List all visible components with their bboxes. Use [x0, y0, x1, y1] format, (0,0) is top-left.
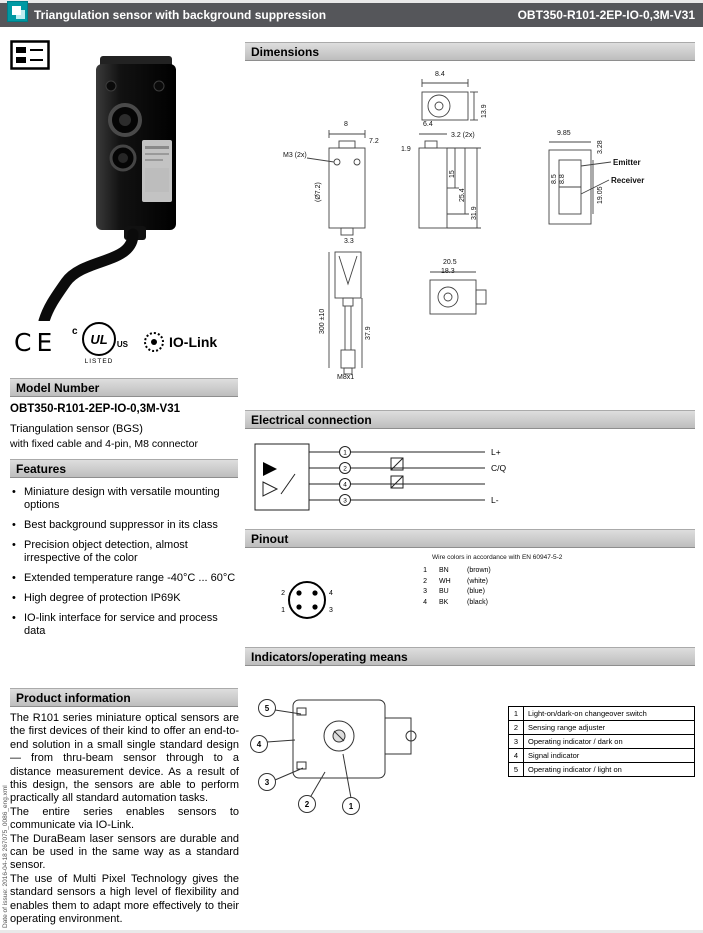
pin-cell: 1: [423, 567, 427, 574]
dim-label: 1.9: [401, 146, 411, 153]
pin-cell: 3: [423, 588, 427, 595]
product-photo-image: [28, 56, 223, 321]
dim-label: 20.5: [443, 259, 457, 266]
feature-text: High degree of protection IP69K: [24, 592, 181, 604]
model-description: with fixed cable and 4-pin, M8 connector: [10, 438, 198, 450]
pin-cell: 2: [423, 577, 427, 585]
ul-logo-icon: [82, 322, 116, 356]
dim-label: (Ø7.2): [315, 182, 322, 202]
indicator-label: Sensing range adjuster: [528, 722, 606, 732]
product-information-text: [10, 712, 239, 927]
pin-number: 4: [329, 590, 333, 597]
feature-item: [10, 612, 238, 638]
dim-label: 15: [449, 170, 456, 178]
indicator-label: Light-on/dark-on changeover switch: [528, 708, 647, 718]
dim-label: 37.9: [365, 326, 372, 340]
feature-item: [10, 539, 238, 565]
dim-label: 6.4: [423, 121, 433, 128]
product-info-paragraph: The entire series enables sensors to communicate via IO-Link.: [10, 805, 239, 832]
page-title: Triangulation sensor with background suppression: [34, 8, 327, 22]
code-cell: BU: [439, 588, 449, 595]
dim-label: 3.2 (2x): [451, 132, 475, 139]
pin-number: 3: [329, 607, 333, 614]
dim-label: 7.2: [369, 138, 379, 145]
color-cell: (white): [467, 577, 489, 585]
callout-number: 3: [264, 778, 270, 787]
wire-number: 1: [343, 449, 347, 457]
features-list: [10, 486, 238, 645]
product-info-paragraph: The DuraBeam laser sensors are durable and can be used in the same way as a standard sensor.: [10, 832, 239, 872]
dim-label: 8.4: [435, 71, 445, 78]
indicator-row: [508, 706, 695, 721]
section-header-indicators: Indicators/operating means: [245, 647, 695, 666]
indicators-drawing: [245, 668, 500, 830]
section-header-electrical-connection: Electrical connection: [245, 410, 695, 429]
dim-label: M8x1: [337, 374, 355, 381]
section-header-dimensions: Dimensions: [245, 42, 695, 61]
dim-label: 3.28: [597, 140, 604, 154]
pin-number: 1: [281, 607, 285, 614]
color-cell: (black): [467, 598, 489, 606]
model-type: Triangulation sensor (BGS): [10, 423, 143, 435]
indicators-area: [245, 668, 695, 838]
dim-label: 300 ±10: [319, 308, 326, 334]
feature-text: Extended temperature range -40°C ... 60°C: [24, 572, 236, 584]
pinout-table: [415, 566, 565, 608]
pinout-area: [245, 550, 695, 642]
feature-text: Miniature design with versatile mounting options: [24, 486, 220, 511]
dim-label: 9.85: [557, 130, 571, 137]
pin-cell: 4: [423, 598, 427, 606]
feature-text: Best background suppressor in its class: [24, 519, 218, 531]
wire-color-note: Wire colors in accordance with EN 60947-5-2: [432, 554, 563, 561]
part-number: OBT350-R101-2EP-IO-0,3M-V31: [517, 8, 695, 22]
connector-face-diagram: [245, 550, 375, 642]
indicator-number: 3: [509, 735, 524, 748]
terminal-label: L-: [491, 495, 499, 505]
pinout-row: [415, 577, 565, 588]
header-bar: [0, 3, 703, 27]
dim-label: 3.3: [344, 238, 354, 245]
io-link-icon: [144, 332, 164, 352]
model-number-value: OBT350-R101-2EP-IO-0,3M-V31: [10, 403, 181, 415]
dim-label: 8: [344, 121, 348, 128]
wire-number: 3: [343, 497, 347, 505]
code-cell: WH: [439, 577, 451, 585]
dim-label: 19.05: [597, 186, 604, 204]
product-photo: [28, 56, 223, 326]
io-link-mark: [144, 332, 217, 352]
receiver-label: Receiver: [611, 176, 645, 185]
section-header-product-information: Product information: [10, 688, 238, 707]
wire-number: 4: [343, 481, 347, 489]
code-cell: BK: [439, 598, 449, 606]
terminal-label: C/Q: [491, 463, 507, 473]
pinout-row: [415, 587, 565, 598]
section-header-model-number: Model Number: [10, 378, 238, 397]
io-link-label: IO-Link: [169, 334, 218, 350]
callout-number: 2: [304, 800, 310, 809]
indicator-row: [508, 762, 695, 777]
emitter-label: Emitter: [613, 158, 641, 167]
dim-label: 18.3: [441, 268, 455, 275]
callout-number: 1: [348, 802, 354, 811]
dim-label: 31.9: [471, 206, 478, 220]
indicator-number: 4: [509, 749, 524, 762]
wire-number: 2: [343, 465, 347, 473]
feature-item: [10, 592, 238, 605]
ul-us-label: US: [116, 340, 128, 349]
callout-number: 4: [256, 740, 262, 749]
pinout-row: [415, 566, 565, 577]
electrical-diagram-area: [245, 432, 695, 528]
feature-text: Precision object detection, almost irrespective of the color: [24, 539, 188, 564]
terminal-label: L+: [491, 447, 501, 457]
ul-c-label: c: [72, 326, 78, 337]
dim-label: 8.8: [559, 174, 566, 184]
dim-label: 8.5: [551, 174, 558, 184]
indicator-row: [508, 748, 695, 763]
dim-label: 13.9: [481, 104, 488, 118]
indicator-number: 5: [509, 763, 524, 776]
ul-letters: UL: [90, 331, 108, 347]
certifications-row: [12, 322, 238, 366]
code-cell: BN: [439, 567, 449, 574]
brand-logo-icon: [7, 1, 28, 22]
color-cell: (brown): [467, 567, 491, 574]
product-info-paragraph: The use of Multi Pixel Technology gives the standard sensors a high level of flexibility and enables them to adapt more effectively to their operating environment.: [10, 872, 239, 926]
dim-label: 25.4: [459, 188, 466, 202]
indicator-label: Signal indicator: [528, 750, 580, 760]
indicator-number: 1: [509, 707, 524, 720]
color-cell: (blue): [467, 588, 485, 595]
ce-mark: CE: [14, 328, 58, 357]
section-header-pinout: Pinout: [245, 529, 695, 548]
electrical-connection-diagram: [245, 432, 695, 528]
ul-listed-label: LISTED: [84, 358, 114, 365]
product-info-paragraph: The R101 series miniature optical sensors are the first devices of their kind to offer an end-to-end solution in a small single standard design — from thru-beam sensor through to a distance measurement device. As a result of this design, the sensors are able to perform practically all standard automation tasks.: [10, 712, 239, 805]
pin-number: 2: [281, 590, 285, 597]
pinout-row: [415, 598, 565, 609]
indicator-label: Operating indicator / dark on: [528, 736, 623, 746]
feature-item: [10, 486, 238, 512]
feature-item: [10, 572, 238, 585]
indicator-number: 2: [509, 721, 524, 734]
dim-label: M3 (2x): [283, 152, 307, 159]
indicator-row: [508, 734, 695, 749]
callout-number: 5: [264, 704, 270, 713]
release-date-note: Date of issue: 2016-04-18 267075_0086_eng.xml: [2, 785, 9, 928]
section-header-features: Features: [10, 459, 238, 478]
feature-item: [10, 519, 238, 532]
feature-text: IO-link interface for service and process data: [24, 612, 218, 637]
indicator-row: [508, 720, 695, 735]
dimensions-drawing-area: [245, 62, 695, 407]
indicators-table: [508, 706, 695, 777]
dimension-drawing: [245, 62, 695, 407]
indicator-label: Operating indicator / light on: [528, 764, 622, 774]
